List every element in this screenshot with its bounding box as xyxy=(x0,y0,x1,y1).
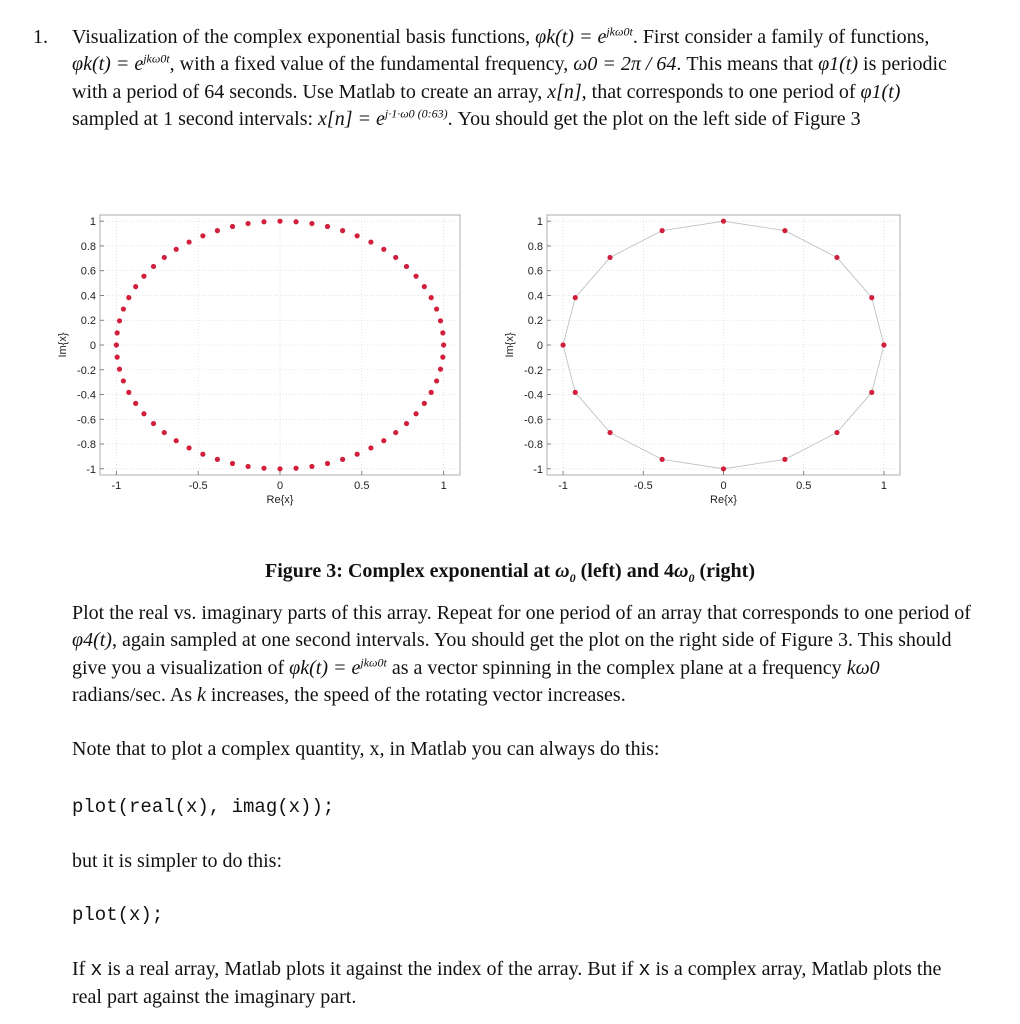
data-point xyxy=(429,295,434,300)
data-point xyxy=(659,228,664,233)
figure-3 xyxy=(40,205,940,535)
paragraph-note: Note that to plot a complex quantity, x, in Matlab you can always do this: xyxy=(72,738,660,760)
intro-text-6: , that corresponds to one period of xyxy=(581,80,861,103)
data-point xyxy=(309,464,314,469)
y-tick-label: -0.8 xyxy=(524,439,543,452)
xn-definition: $x[n] = e^{j\cdot 1\cdot\omega 0 (0:63)}$ xyxy=(318,106,448,131)
y-tick-label: 0.2 xyxy=(527,315,543,328)
y-tick-label: 0.6 xyxy=(80,265,96,278)
data-point xyxy=(381,247,386,252)
data-point xyxy=(560,342,565,347)
data-point xyxy=(174,247,179,252)
data-point xyxy=(133,284,138,289)
data-point xyxy=(340,457,345,462)
data-point xyxy=(340,228,345,233)
data-point xyxy=(368,239,373,244)
y-axis-label: Im{x} xyxy=(57,332,69,358)
plot-panel-left xyxy=(57,215,460,506)
phi4-symbol: φ4(t) xyxy=(72,629,112,652)
data-point xyxy=(117,367,122,372)
intro-text-7: sampled at 1 second intervals: xyxy=(72,108,319,131)
y-tick-label: -0.4 xyxy=(77,389,96,402)
intro-text-4: . This means that xyxy=(676,53,819,76)
x-tick-label: 1 xyxy=(880,480,888,492)
data-point xyxy=(151,421,156,426)
data-point xyxy=(133,401,138,406)
data-point xyxy=(404,421,409,426)
x-tick-label: 0.5 xyxy=(796,480,812,492)
paragraph-simpler: but it is simpler to do this: xyxy=(72,850,283,872)
data-point xyxy=(438,318,443,323)
data-point xyxy=(186,239,191,244)
data-point xyxy=(869,295,874,300)
x-axis-label: Re{x} xyxy=(710,494,737,506)
data-point xyxy=(325,224,330,229)
y-tick-label: -0.6 xyxy=(77,414,96,427)
x-var-1: x xyxy=(90,959,103,982)
data-point xyxy=(215,228,220,233)
data-point xyxy=(186,445,191,450)
x-tick-label: -0.5 xyxy=(633,480,653,492)
phi1-symbol-2: φ1(t) xyxy=(860,80,901,103)
y-tick-label: 0.4 xyxy=(80,290,96,303)
data-point xyxy=(309,221,314,226)
data-point xyxy=(404,264,409,269)
x-tick-label: 0.5 xyxy=(354,480,370,492)
code-line-real-imag: plot(real(x), imag(x)); xyxy=(72,796,335,818)
data-point xyxy=(440,330,445,335)
data-point xyxy=(200,452,205,457)
data-point xyxy=(438,367,443,372)
data-point xyxy=(834,255,839,260)
data-point xyxy=(434,378,439,383)
data-point xyxy=(422,284,427,289)
xn-symbol: x[n] xyxy=(547,80,582,103)
data-point xyxy=(881,342,886,347)
data-point xyxy=(355,233,360,238)
y-tick-label: 0 xyxy=(536,340,543,352)
phi1-symbol: φ1(t) xyxy=(818,53,859,76)
data-point xyxy=(368,445,373,450)
plot-text-1: Plot the real vs. imaginary parts of this array. Repeat for one period of an array that corresponds to one period of xyxy=(72,602,971,624)
y-tick-label: -0.2 xyxy=(524,364,543,377)
plot-panel-right xyxy=(504,215,900,506)
y-tick-label: -0.4 xyxy=(524,389,543,402)
plot-text-5: increases, the speed of the rotating vector increases. xyxy=(205,684,626,707)
data-point xyxy=(721,466,726,471)
data-point xyxy=(162,255,167,260)
data-point xyxy=(573,295,578,300)
data-point xyxy=(151,264,156,269)
data-point xyxy=(429,390,434,395)
k-omega0: kω0 xyxy=(846,656,880,679)
intro-text-2: . First consider a family of functions, xyxy=(632,26,930,48)
data-point xyxy=(607,255,612,260)
k-symbol: k xyxy=(196,684,206,707)
y-tick-label: 0.2 xyxy=(80,315,96,328)
phi-k-formula-2: $\varphi k(t) = e^{jk\omega 0t}$ xyxy=(72,51,170,76)
data-point xyxy=(607,430,612,435)
y-tick-label: -1 xyxy=(533,463,543,476)
data-point xyxy=(121,306,126,311)
plot-text-4: radians/sec. As xyxy=(72,684,197,707)
x-tick-label: 1 xyxy=(440,480,447,492)
code-line-plot-x: plot(x); xyxy=(72,904,164,926)
data-point xyxy=(381,438,386,443)
data-point xyxy=(441,342,446,347)
data-point xyxy=(245,221,250,226)
data-point xyxy=(200,233,205,238)
y-tick-label: 0.8 xyxy=(80,240,96,253)
data-point xyxy=(434,306,439,311)
x-tick-label: 0 xyxy=(276,480,284,492)
paragraph-intro xyxy=(72,24,972,134)
data-point xyxy=(277,219,282,224)
data-point xyxy=(261,466,266,471)
x-var-2: x xyxy=(638,959,651,982)
data-point xyxy=(117,318,122,323)
x-tick-label: -1 xyxy=(558,480,568,492)
data-point xyxy=(215,457,220,462)
data-point xyxy=(659,457,664,462)
data-point xyxy=(573,390,578,395)
data-point xyxy=(230,461,235,466)
data-point xyxy=(261,219,266,224)
x-axis-label: Re{x} xyxy=(266,494,294,506)
x-tick-label: -0.5 xyxy=(188,480,208,492)
paragraph-plot-instructions xyxy=(72,600,972,710)
y-tick-label: -0.8 xyxy=(77,439,96,452)
y-tick-label: 1 xyxy=(536,216,543,229)
data-point xyxy=(782,457,787,462)
y-tick-label: 0 xyxy=(89,340,96,352)
y-tick-label: -0.6 xyxy=(524,414,543,427)
intro-text-3: , with a fixed value of the fundamental frequency, xyxy=(169,53,574,76)
plot-text-2: , again sampled at one second intervals. You should get the plot on the right side of Figure 3. This should give you a visualization of xyxy=(72,629,952,679)
data-point xyxy=(834,430,839,435)
data-point xyxy=(393,430,398,435)
omega0-definition: ω0 = 2π / 64 xyxy=(573,53,677,76)
data-point xyxy=(721,219,726,224)
plot-text-3: as a vector spinning in the complex plane at a frequency xyxy=(386,656,847,679)
y-tick-label: -1 xyxy=(86,463,96,476)
phi-k-formula: $\varphi k(t) = e^{jk\omega 0t}$ xyxy=(535,24,633,48)
data-point xyxy=(121,378,126,383)
data-point xyxy=(869,390,874,395)
data-point xyxy=(141,411,146,416)
y-tick-label: 0.6 xyxy=(527,265,543,278)
y-axis-label: Im{x} xyxy=(504,332,516,358)
x-tick-label: 0 xyxy=(720,480,727,492)
data-point xyxy=(126,390,131,395)
figure-caption: Figure 3: Complex exponential at $\omega_0$ (left) and $4\omega_0$ (right) xyxy=(265,560,755,585)
data-point xyxy=(115,330,120,335)
data-point xyxy=(162,430,167,435)
data-point xyxy=(293,219,298,224)
x-tick-label: -1 xyxy=(111,480,122,492)
data-point xyxy=(174,438,179,443)
y-tick-label: -0.2 xyxy=(77,364,96,377)
data-point xyxy=(355,452,360,457)
phi-k-formula-3: $\varphi k(t) = e^{jk\omega 0t}$ xyxy=(289,655,387,679)
data-point xyxy=(126,295,131,300)
intro-text-5: is periodic with a period of 64 seconds. Use Matlab to create an array, xyxy=(72,53,947,103)
data-point xyxy=(325,461,330,466)
data-point xyxy=(141,274,146,279)
data-point xyxy=(440,355,445,360)
y-tick-label: 0.8 xyxy=(527,240,543,253)
data-point xyxy=(782,228,787,233)
data-point xyxy=(422,401,427,406)
data-point xyxy=(114,342,119,347)
data-point xyxy=(115,355,120,360)
data-point xyxy=(245,464,250,469)
item-number: 1. xyxy=(33,26,48,48)
data-point xyxy=(413,274,418,279)
intro-text-1: Visualization of the complex exponential basis functions, xyxy=(72,26,536,48)
data-point xyxy=(230,224,235,229)
intro-text-8: . You should get the plot on the left side of Figure 3 xyxy=(447,108,861,131)
figure-3-plots xyxy=(40,205,940,535)
y-tick-label: 1 xyxy=(89,216,96,229)
data-point xyxy=(277,466,282,471)
data-point xyxy=(293,466,298,471)
y-tick-label: 0.4 xyxy=(527,290,543,303)
paragraph-final: If x is a real array, Matlab plots it against the index of the array. But if x is a complex array, Matlab plots the real part against the imaginary part. xyxy=(72,958,942,1009)
data-point xyxy=(393,255,398,260)
data-point xyxy=(413,411,418,416)
